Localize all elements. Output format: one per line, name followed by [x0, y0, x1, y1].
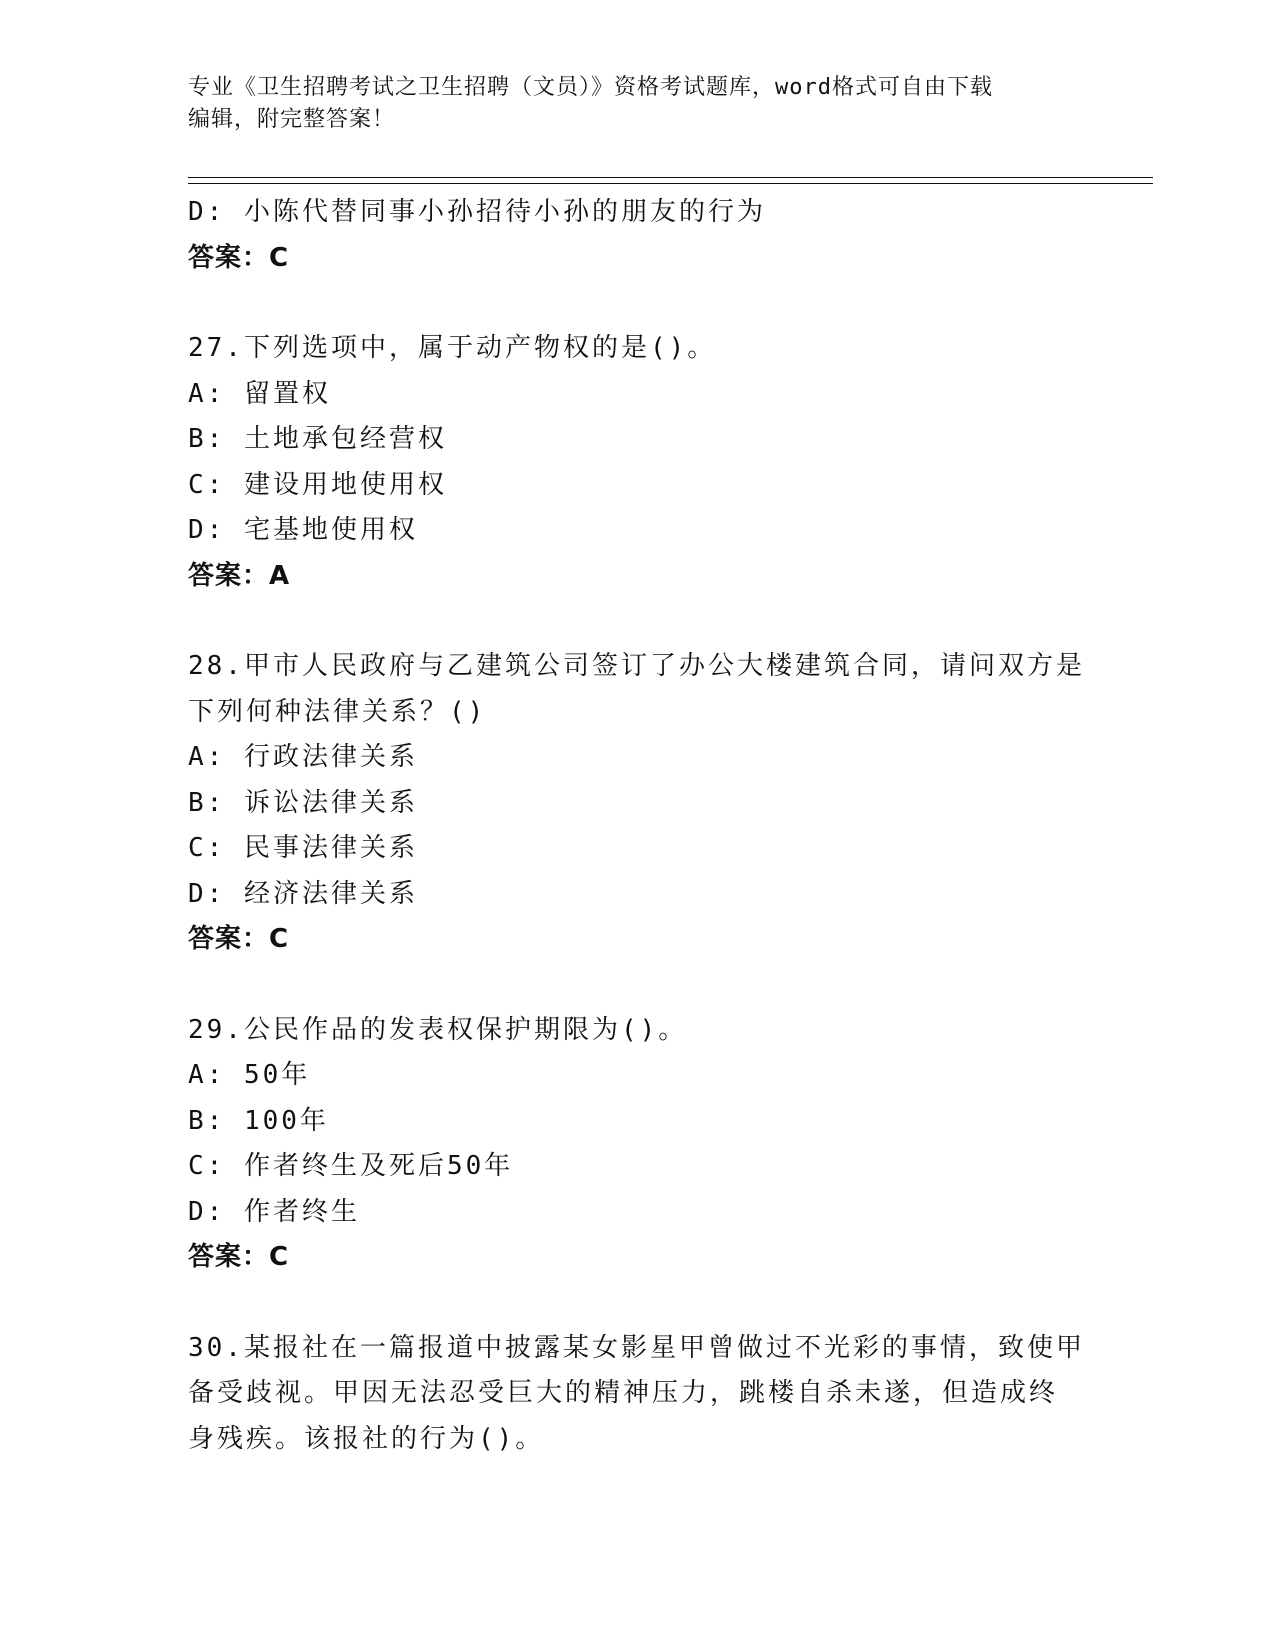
question-28 — [188, 644, 1088, 963]
question-29 — [188, 1008, 1088, 1281]
document-header — [188, 72, 1068, 136]
spacer — [188, 599, 1088, 644]
header-line-1: 专业《卫生招聘考试之卫生招聘（文员）》资格考试题库，word格式可自由下载 — [188, 75, 993, 100]
option-d: D: 宅基地使用权 — [188, 515, 418, 545]
option-b: B: 土地承包经营权 — [188, 424, 447, 454]
question-stem: 27.下列选项中，属于动产物权的是()。 — [188, 333, 717, 363]
spacer — [188, 1281, 1088, 1326]
option-d: D: 小陈代替同事小孙招待小孙的朋友的行为 — [188, 197, 766, 227]
question-stem-line-2: 备受歧视。甲因无法忍受巨大的精神压力，跳楼自杀未遂，但造成终 — [188, 1378, 1059, 1408]
question-27 — [188, 326, 1088, 599]
answer: 答案：A — [188, 560, 291, 591]
option-a: A: 留置权 — [188, 378, 331, 409]
previous-question-tail — [188, 190, 1088, 281]
option-c: C: 作者终生及死后50年 — [188, 1151, 514, 1181]
option-a: A: 行政法律关系 — [188, 742, 418, 772]
option-d: D: 经济法律关系 — [188, 878, 418, 909]
spacer — [188, 281, 1088, 326]
option-a: A: 50年 — [188, 1060, 311, 1090]
header-line-2: 编辑，附完整答案！ — [188, 107, 396, 132]
question-stem-line-1: 28.甲市人民政府与乙建筑公司签订了办公大楼建筑合同，请问双方是 — [188, 651, 1085, 681]
answer: 答案：C — [188, 242, 290, 273]
option-d: D: 作者终生 — [188, 1196, 360, 1227]
answer: 答案：C — [188, 1242, 290, 1272]
option-b: B: 100年 — [188, 1105, 329, 1136]
question-stem-line-1: 30.某报社在一篇报道中披露某女影星甲曾做过不光彩的事情，致使甲 — [188, 1332, 1085, 1363]
answer: 答案：C — [188, 924, 290, 954]
question-30 — [188, 1326, 1088, 1463]
question-stem-line-2: 下列何种法律关系？() — [188, 696, 487, 727]
question-stem: 29.公民作品的发表权保护期限为()。 — [188, 1014, 688, 1045]
option-b: B: 诉讼法律关系 — [188, 787, 418, 818]
header-rule-bottom — [188, 183, 1153, 184]
question-list — [188, 190, 1088, 1462]
header-rule-top — [188, 177, 1153, 178]
spacer — [188, 963, 1088, 1008]
option-c: C: 民事法律关系 — [188, 833, 418, 863]
question-stem-line-3: 身残疾。该报社的行为()。 — [188, 1423, 545, 1454]
option-c: C: 建设用地使用权 — [188, 469, 447, 500]
